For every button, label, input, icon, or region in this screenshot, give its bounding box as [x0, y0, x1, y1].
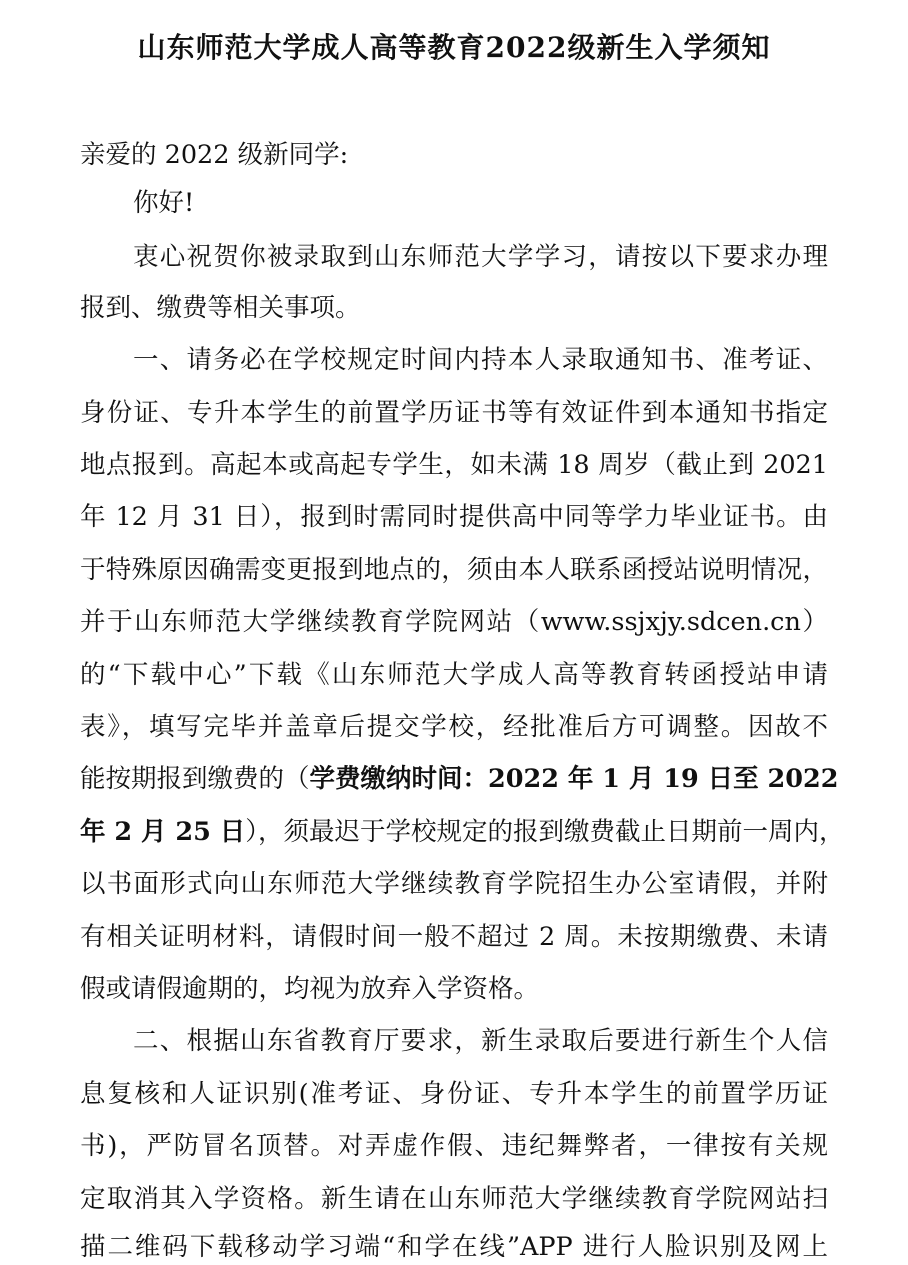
section-1-line-8: 表》，填写完毕并盖章后提交学校，经批准后方可调整。因故不 [80, 712, 828, 742]
document-title: 山东师范大学成人高等教育2022级新生入学须知 [137, 31, 771, 64]
section-2-line-3: 书)，严防冒名顶替。对弄虚作假、违纪舞弊者，一律按有关规 [80, 1131, 828, 1161]
section-1-line-10 [80, 817, 845, 847]
section-2-line-1: 二、根据山东省教育厅要求，新生录取后要进行新生个人信 [133, 1026, 828, 1056]
section-1-line-1: 一、请务必在学校规定时间内持本人录取通知书、准考证、 [133, 345, 828, 375]
section-2-line-2: 息复核和人证识别(准考证、身份证、专升本学生的前置学历证 [80, 1079, 828, 1109]
section-1-line-7: 的“下载中心”下载《山东师范大学成人高等教育转函授站申请 [80, 660, 828, 690]
intro-line-2: 报到、缴费等相关事项。 [80, 293, 361, 323]
section-1-line-12: 有相关证明材料，请假时间一般不超过 2 周。未按期缴费、未请 [80, 922, 828, 952]
section-1-line-5: 于特殊原因确需变更报到地点的，须由本人联系函授站说明情况， [80, 555, 828, 585]
section-1-line-13: 假或请假逾期的，均视为放弃入学资格。 [80, 974, 540, 1004]
section-1-line-3: 地点报到。高起本或高起专学生，如未满 18 周岁（截止到 2021 [80, 450, 828, 480]
fee-deadline-bold: 学费缴纳时间：2022 年 1 月 19 日至 2022 [309, 764, 839, 794]
greeting: 你好! [133, 188, 195, 218]
section-1-line-2: 身份证、专升本学生的前置学历证书等有效证件到本通知书指定 [80, 398, 828, 428]
section-1-line-4: 年 12 月 31 日），报到时需同时提供高中同等学力毕业证书。由 [80, 502, 828, 532]
section-2-line-5: 描二维码下载移动学习端“和学在线”APP 进行人脸识别及网上 [80, 1232, 828, 1262]
section-1-line-6: 并于山东师范大学继续教育学院网站（www.ssjxjy.sdcen.cn） [80, 607, 828, 637]
salutation: 亲爱的 2022 级新同学: [80, 140, 349, 170]
section-1-line-10-text: ），须最迟于学校规定的报到缴费截止日期前一周内， [245, 817, 845, 847]
section-1-line-9-text: 能按期报到缴费的（ [80, 764, 310, 794]
section-1-line-11: 以书面形式向山东师范大学继续教育学院招生办公室请假，并附 [80, 869, 828, 899]
fee-deadline-bold-end: 年 2 月 25 日 [80, 817, 246, 847]
intro-line-1: 衷心祝贺你被录取到山东师范大学学习，请按以下要求办理 [133, 242, 828, 272]
section-1-line-9 [80, 764, 839, 794]
section-2-line-4: 定取消其入学资格。新生请在山东师范大学继续教育学院网站扫 [80, 1184, 828, 1214]
